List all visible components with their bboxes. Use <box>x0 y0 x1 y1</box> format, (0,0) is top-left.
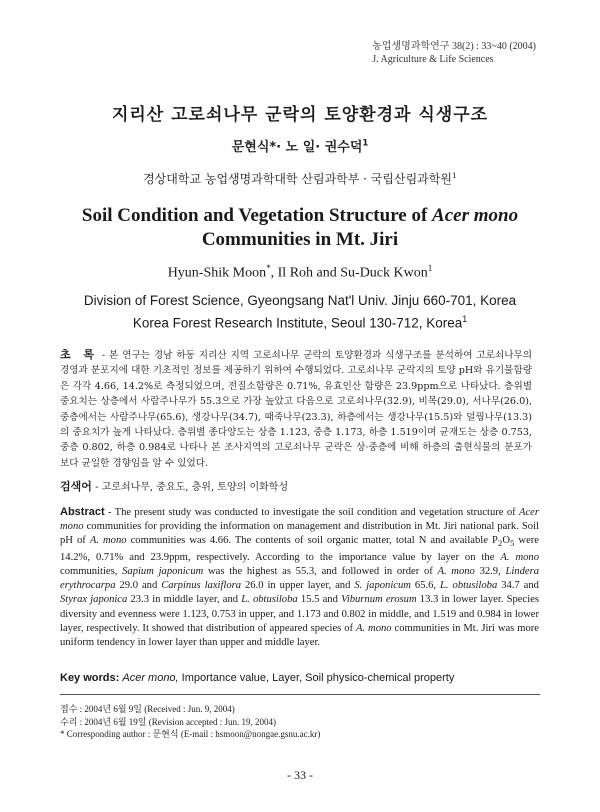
species-name: Acer mono <box>60 507 539 533</box>
species-name: S. japonicum <box>354 580 411 592</box>
english-abstract <box>60 505 539 650</box>
abstract-part: 29.0 and <box>115 580 162 592</box>
abstract-part: 32.9, <box>474 565 506 577</box>
journal-name: J. Agriculture & Life Sciences <box>372 54 494 65</box>
korean-abstract <box>60 347 532 471</box>
species-name: L. obtusiloba <box>440 580 498 592</box>
species-name: Carpinus laxiflora <box>161 580 242 592</box>
english-affiliation-line2 <box>0 310 600 333</box>
english-author-first: Hyun-Shik Moon <box>167 265 267 281</box>
korean-keywords-label: 검색어 <box>60 480 92 493</box>
abstract-part: 13.3 in lower layer. Species diversity and evenness were 1.123, 0.753 in upper, and 1.173 and 0.802 in middle, and 1.519 and 0.984 in lower layer, respectively. It showed that distribution of appeared species of <box>60 594 539 634</box>
korean-abstract-text: - 본 연구는 경남 하동 지리산 지역 고로쇠나무 군락의 토양환경과 식생구조를 분석하여 고로쇠나무의 경영과 분포지에 대한 기초적인 정보를 제공하기 위하여 수행되었다. 고로쇠나무 군락지의 토양 pH와 유기물함량은 각각 4.66, 14.2%로 측정되었으며, 전질소함량은 0.71%, 유효인산 함량은 23.9ppm으로 나타났다. 층위별 중요치는 상층에서 사람주나무가 55.3으로 가장 높았고 다음으로 고로쇠나무(32.9), 비목(29.0), 서나무(26.0), 중층에서는 사람주나무(65.6), 생강나무(34.7), 때죽나무(23.3), 하층에서는 생강나무(15.5)와 덜꿩나무(13.3)의 중요치가 높게 나타났다. 층위별 종다양도는 상층 1.123, 중층 1.173, 하층 1.519이며 균재도는 상층 0.753, 중층 0.802, 하층 0.984로 나타나 본 조사지역의 고로쇠나무 군락은 상·중층에 비해 하층의 출현식물의 분포가 보다 균일한 경향임을 알 수 있었다. <box>60 350 532 469</box>
abstract-part: was the highest as 55.3, and followed in order of <box>203 565 438 577</box>
korean-authors-sup: 1 <box>362 137 369 148</box>
korean-title: 지리산 고로쇠나무 군락의 토양환경과 식생구조 <box>111 105 489 125</box>
species-name: A. mono <box>355 622 392 634</box>
journal-header <box>372 40 536 66</box>
abstract-part: 15.5 and <box>297 594 342 606</box>
abstract-part: 23.3 in middle layer, and <box>127 594 242 606</box>
english-affiliation <box>0 292 600 333</box>
english-author-rest: , Il Roh and Su-Duck Kwon <box>270 265 428 281</box>
english-title <box>0 204 600 252</box>
english-keywords-label: Key words: <box>60 672 120 684</box>
korean-abstract-label: 초 록 <box>60 348 98 361</box>
english-title-line1: Soil Condition and Vegetation Structure of <box>81 205 433 226</box>
species-name: Lindera erythrocarpa <box>60 565 540 592</box>
korean-keywords-text: - 고로쇠나무, 중요도, 층위, 토양의 이화학성 <box>95 482 289 493</box>
species-name: A. mono <box>89 535 127 547</box>
footnote-accepted: 수리 : 2004년 6월 19일 (Revision accepted : Jun. 19, 2004) <box>60 716 276 727</box>
abstract-part: 34.7 and <box>497 580 539 592</box>
english-keywords-text: Importance value, Layer, Soil physico-chemical property <box>178 672 455 684</box>
english-author-star: * <box>266 263 271 273</box>
species-name: L. obtusiloba <box>241 594 298 606</box>
english-affiliation-sup: 1 <box>462 314 468 324</box>
species-name: A. mono <box>437 565 475 577</box>
abstract-part: 26.0 in upper layer, and <box>241 580 355 592</box>
english-keywords-species: Acer mono, <box>122 672 179 684</box>
abstract-part: 65.6, <box>410 580 441 592</box>
english-authors <box>0 263 600 282</box>
english-affiliation-line2-text: Korea Forest Research Institute, Seoul 130-712, Korea <box>132 315 463 331</box>
korean-affiliation <box>0 170 600 187</box>
footnote-received: 접수 : 2004년 6월 9일 (Received : Jun. 9, 2004) <box>60 704 235 714</box>
species-name: A. mono <box>500 551 539 563</box>
species-name: Viburnum erosum <box>341 594 417 606</box>
english-author-sup: 1 <box>427 263 433 273</box>
english-title-species: Acer mono <box>432 205 519 226</box>
english-abstract-dash: - <box>104 507 115 518</box>
abstract-part: The present study was conducted to investigate the soil condition and vegetation structure of <box>114 507 519 518</box>
abstract-part: O <box>502 535 510 547</box>
korean-authors <box>0 136 600 155</box>
abstract-part: communities, <box>60 565 123 577</box>
footnote-corresponding: * Corresponding author : 문현식 (E-mail : hsmoon@nongae.gsnu.ac.kr) <box>60 729 321 739</box>
journal-citation: 농업생명과학연구 38(2) : 33~40 (2004) <box>372 41 536 52</box>
subscript: 2 <box>497 538 503 549</box>
subscript: 5 <box>509 538 515 549</box>
footnote-divider <box>60 694 540 695</box>
footnotes <box>60 703 540 741</box>
english-keywords <box>60 672 540 684</box>
abstract-part: communities in Mt. Jiri was more uniform tendency in lower layer than upper and middle layer. <box>60 622 539 648</box>
english-title-line2: Communities in Mt. Jiri <box>201 229 399 250</box>
abstract-part: communities was 4.66. The contents of soil organic matter, total N and available P <box>126 535 498 547</box>
korean-keywords <box>60 478 540 494</box>
english-abstract-label: Abstract <box>60 506 105 518</box>
abstract-part: were 14.2%, 0.71% and 23.9ppm, respectively. According to the importance value by layer on the <box>60 535 540 563</box>
species-name: Styrax japonica <box>60 594 128 606</box>
abstract-part: communities for providing the information on management and distribution in Mt. Jiri national park. Soil pH of <box>60 521 539 547</box>
korean-affiliation-sup: 1 <box>451 171 457 180</box>
korean-authors-text: 문현식*· 노 일· 권수덕 <box>231 140 363 155</box>
english-affiliation-line1: Division of Forest Science, Gyeongsang Nat'l Univ. Jinju 660-701, Korea <box>83 293 517 308</box>
korean-affiliation-text: 경상대학교 농업생명과학대학 산림과학부 · 국립산림과학원 <box>143 172 452 186</box>
species-name: Sapium japonicum <box>122 565 204 577</box>
page-number: - 33 - <box>287 768 313 782</box>
